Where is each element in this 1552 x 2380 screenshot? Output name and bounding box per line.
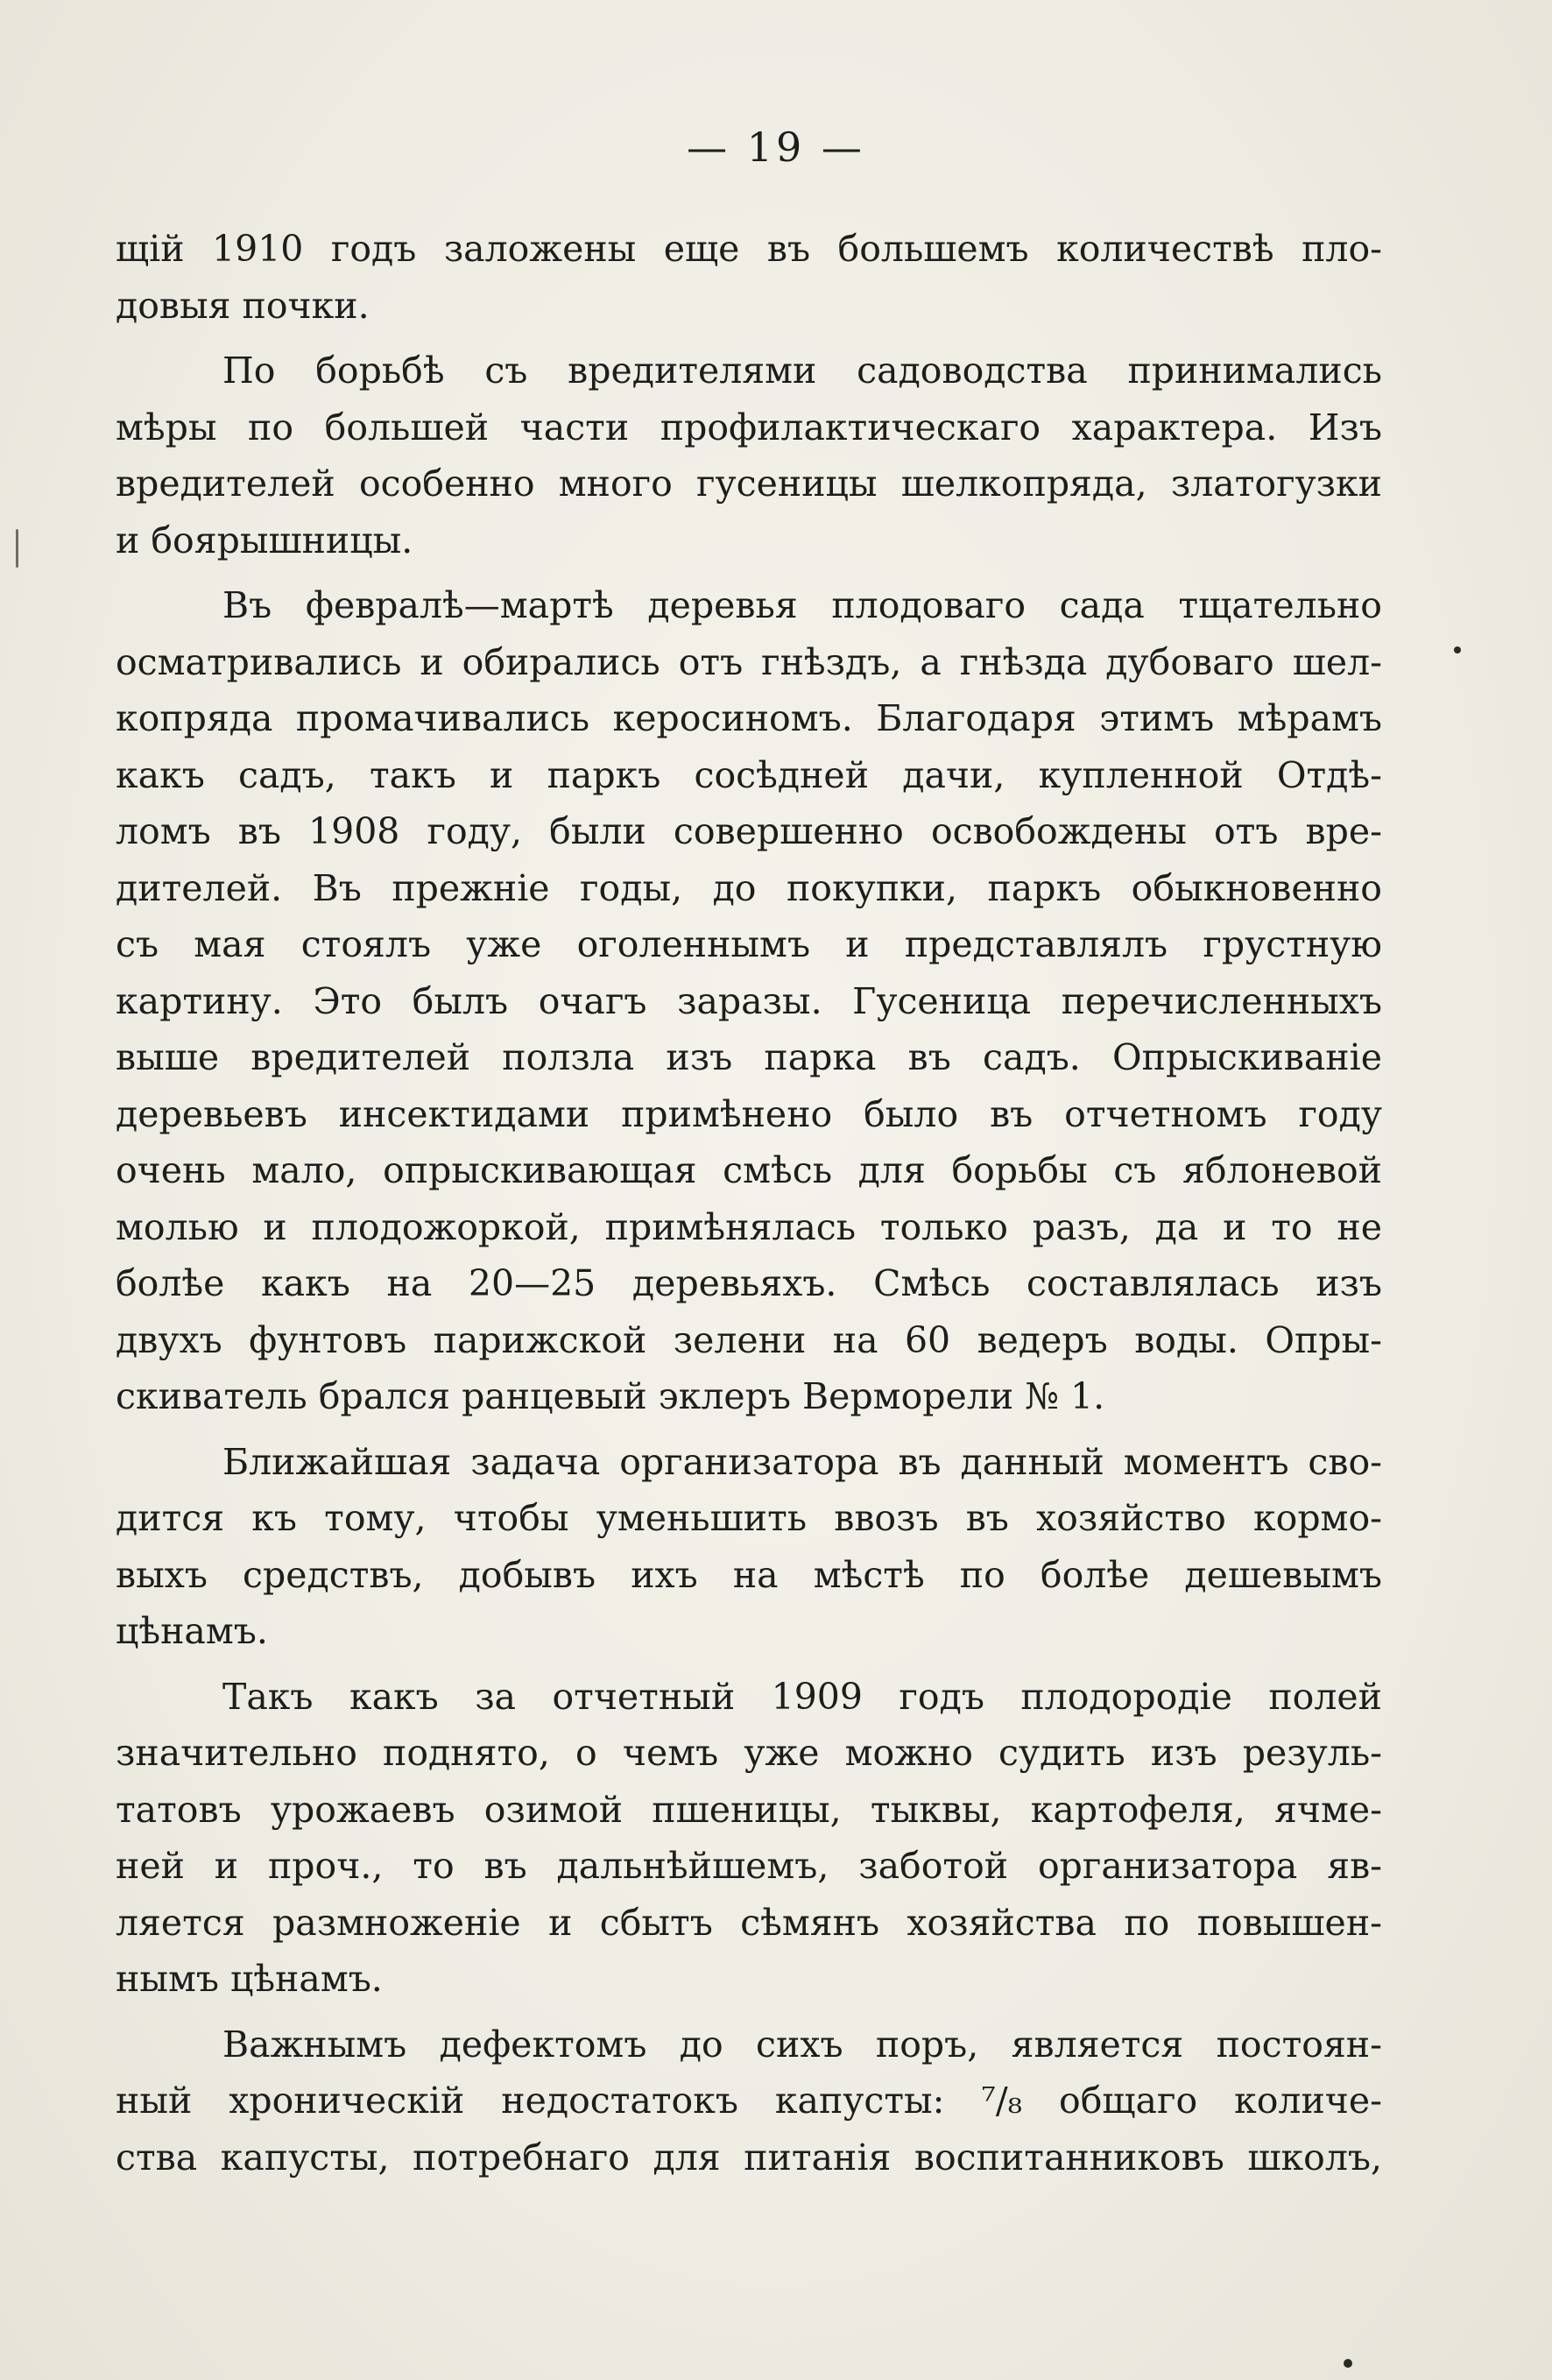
- text-line: щій 1910 годъ заложены еще въ большемъ количествѣ пло-: [116, 228, 1382, 270]
- text-line: дителей. Въ прежніе годы, до покупки, паркъ обыкновенно: [116, 866, 1382, 909]
- text-line: деревьевъ инсектидами примѣнено было въ отчетномъ году: [116, 1092, 1382, 1135]
- text-line: Такъ какъ за отчетный 1909 годъ плодородіе полей: [222, 1675, 1382, 1718]
- text-line: ства капусты, потребнаго для питанія воспитанниковъ школъ,: [116, 2136, 1382, 2179]
- text-line: съ мая стоялъ уже оголеннымъ и представлялъ грустную: [116, 923, 1382, 965]
- ink-speck: [1454, 646, 1461, 653]
- text-line: какъ садъ, такъ и паркъ сосѣдней дачи, купленной Отдѣ-: [116, 753, 1382, 796]
- text-line: нымъ цѣнамъ.: [116, 1958, 383, 2000]
- text-line: выхъ средствъ, добывъ ихъ на мѣстѣ по болѣе дешевымъ: [116, 1553, 1382, 1596]
- body-text: [116, 221, 1382, 2186]
- text-line: мѣры по большей части профилактическаго характера. Изъ: [116, 406, 1382, 448]
- paragraph: [116, 343, 1382, 569]
- text-line: ней и проч., то въ дальнѣйшемъ, заботой организатора яв-: [116, 1845, 1382, 1887]
- text-line: дится къ тому, чтобы уменьшить ввозъ въ хозяйство кормо-: [116, 1497, 1382, 1539]
- text-line: Важнымъ дефектомъ до сихъ поръ, является постоян-: [222, 2023, 1382, 2066]
- text-line: ломъ въ 1908 году, были совершенно освобождены отъ вре-: [116, 810, 1382, 852]
- text-line: двухъ фунтовъ парижской зелени на 60 ведеръ воды. Опры-: [116, 1318, 1382, 1361]
- text-line: молью и плодожоркой, примѣнялась только разъ, да и то не: [116, 1205, 1382, 1248]
- paragraph: [116, 577, 1382, 1425]
- page-number: — 19 —: [687, 124, 865, 171]
- text-line: скиватель брался ранцевый эклеръ Верморели № 1.: [116, 1375, 1105, 1417]
- text-line: Въ февралѣ—мартѣ деревья плодоваго сада тщательно: [222, 584, 1382, 626]
- text-line: осматривались и обирались отъ гнѣздъ, а гнѣзда дубоваго шел-: [116, 640, 1382, 683]
- paragraph: [116, 2016, 1382, 2186]
- text-line: очень мало, опрыскивающая смѣсь для борьбы съ яблоневой: [116, 1149, 1382, 1191]
- text-line: значительно поднято, о чемъ уже можно судить изъ резуль-: [116, 1732, 1382, 1774]
- text-line: довыя почки.: [116, 284, 370, 327]
- text-line: ный хроническій недостатокъ капусты: ⁷/₈ общаго количе-: [116, 2080, 1382, 2122]
- text-line: ляется размноженіе и сбытъ сѣмянъ хозяйства по повышен-: [116, 1901, 1382, 1944]
- text-line: картину. Это былъ очагъ заразы. Гусеница перечисленныхъ: [116, 979, 1382, 1022]
- text-line: Ближайшая задача организатора въ данный моментъ сво-: [222, 1440, 1382, 1483]
- text-line: По борьбѣ съ вредителями садоводства принимались: [222, 350, 1382, 392]
- text-line: копряда промачивались керосиномъ. Благодаря этимъ мѣрамъ: [116, 697, 1382, 739]
- text-line: татовъ урожаевъ озимой пшеницы, тыквы, картофеля, ячме-: [116, 1788, 1382, 1831]
- margin-mark: [16, 529, 18, 568]
- text-line: выше вредителей ползла изъ парка въ садъ. Опрыскиваніе: [116, 1036, 1382, 1078]
- text-line: цѣнамъ.: [116, 1610, 268, 1652]
- text-line: и боярышницы.: [116, 519, 413, 561]
- ink-speck: [1344, 2359, 1352, 2368]
- paragraph: [116, 221, 1382, 334]
- paragraph: [116, 1434, 1382, 1660]
- paragraph: [116, 1669, 1382, 2008]
- text-line: вредителей особенно много гусеницы шелкопряда, златогузки: [116, 463, 1382, 505]
- text-line: болѣе какъ на 20—25 деревьяхъ. Смѣсь составлялась изъ: [116, 1262, 1382, 1304]
